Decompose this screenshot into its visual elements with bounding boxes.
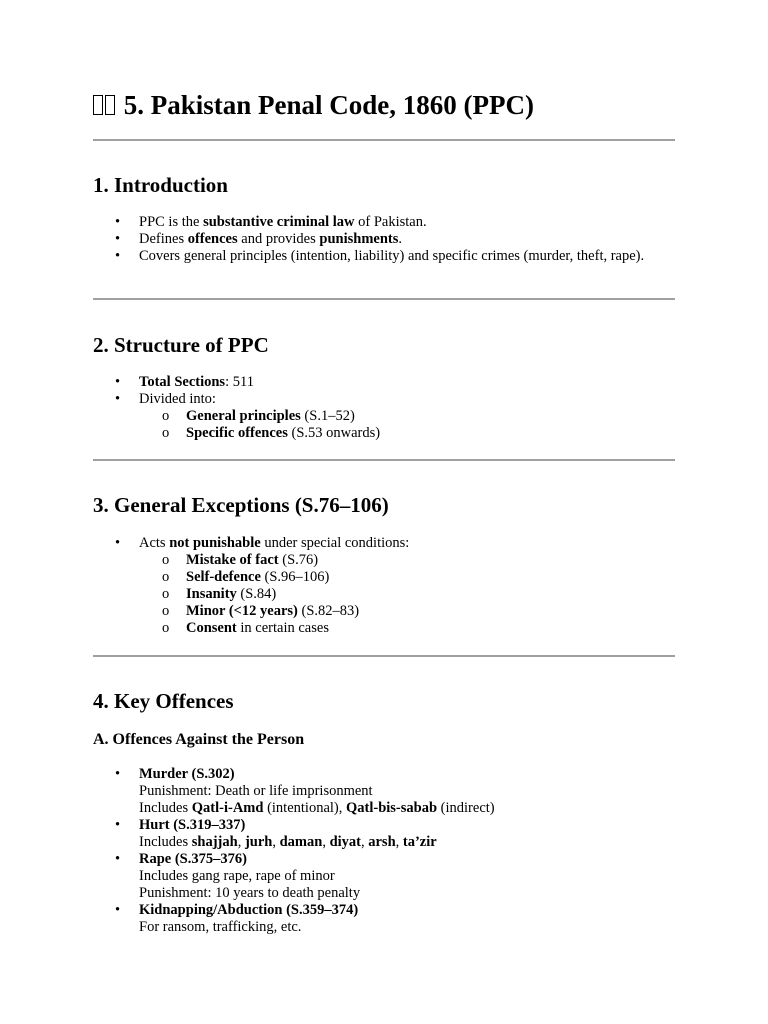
subsection-heading-against-person: A. Offences Against the Person	[93, 731, 305, 748]
horizontal-rule	[93, 655, 675, 657]
list-item: • Defines offences and provides punishments.	[93, 231, 653, 248]
offences-list	[93, 766, 653, 936]
exceptions-list	[93, 535, 653, 637]
list-item: • Divided into: o General principles (S.1–52) o Specific offences (S.53 onwards)	[93, 391, 653, 442]
sub-list-item: o Consent in certain cases	[139, 620, 653, 637]
list-item-murder: • Murder (S.302) Punishment: Death or life imprisonment Includes Qatl-i-Amd (intentional), Qatl-bis-sabab (indirect)	[93, 766, 653, 817]
list-item: • Total Sections: 511	[93, 374, 653, 391]
section-heading-exceptions: 3. General Exceptions (S.76–106)	[93, 493, 389, 517]
list-item-hurt: • Hurt (S.319–337) Includes shajjah, jurh, daman, diyat, arsh, ta’zir	[93, 817, 653, 851]
list-item: • PPC is the substantive criminal law of Pakistan.	[93, 214, 653, 231]
sub-list-item: o General principles (S.1–52)	[139, 408, 653, 425]
sub-list-item: o Insanity (S.84)	[139, 586, 653, 603]
list-item: • Acts not punishable under special conditions: o Mistake of fact (S.76) o Self-defence (S.96–106) o Insanity (S.84) o Minor (<12 years) (S.82–83) o Consent in certain cases	[93, 535, 653, 637]
sub-list-item: o Self-defence (S.96–106)	[139, 569, 653, 586]
page-title-text: 5. Pakistan Penal Code, 1860 (PPC)	[123, 90, 534, 120]
introduction-list	[93, 214, 653, 265]
section-heading-structure: 2. Structure of PPC	[93, 333, 269, 357]
section-heading-key-offences: 4. Key Offences	[93, 689, 234, 713]
structure-list	[93, 374, 653, 442]
list-item-rape: • Rape (S.375–376) Includes gang rape, rape of minor Punishment: 10 years to death penalty	[93, 851, 653, 902]
horizontal-rule	[93, 459, 675, 461]
page-title	[93, 86, 534, 124]
sub-list-item: o Mistake of fact (S.76)	[139, 552, 653, 569]
horizontal-rule	[93, 139, 675, 141]
structure-sublist	[139, 408, 653, 442]
exceptions-sublist	[139, 552, 653, 637]
horizontal-rule	[93, 298, 675, 300]
list-item-kidnapping: • Kidnapping/Abduction (S.359–374) For ransom, trafficking, etc.	[93, 902, 653, 936]
missing-glyph-icon	[105, 95, 115, 115]
missing-glyph-icon	[93, 95, 103, 115]
list-item: • Covers general principles (intention, liability) and specific crimes (murder, theft, rape).	[93, 248, 653, 265]
section-heading-introduction: 1. Introduction	[93, 173, 228, 197]
sub-list-item: o Minor (<12 years) (S.82–83)	[139, 603, 653, 620]
sub-list-item: o Specific offences (S.53 onwards)	[139, 425, 653, 442]
